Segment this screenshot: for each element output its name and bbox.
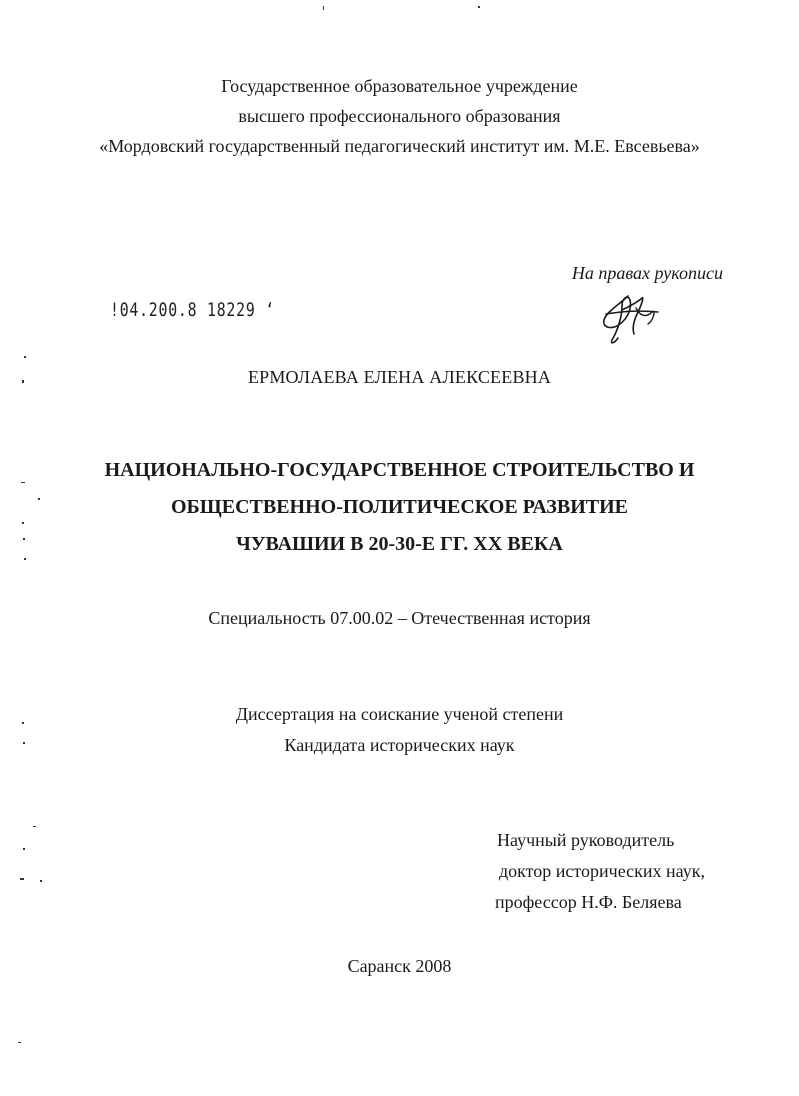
handwritten-signature	[598, 290, 664, 346]
title-line-1: НАЦИОНАЛЬНО-ГОСУДАРСТВЕННОЕ СТРОИТЕЛЬСТВО И	[104, 459, 695, 481]
scan-speck	[323, 6, 324, 10]
supervisor-line-3: профессор Н.Ф. Беляева	[495, 892, 682, 912]
library-stamp-code: !04.200.8 18229 ‘	[110, 299, 275, 321]
scan-speck	[23, 538, 25, 540]
scan-speck	[24, 356, 26, 358]
institution-line-2: высшего профессионального образования	[238, 106, 561, 126]
scan-speck	[33, 826, 36, 827]
city-and-year: Саранск 2008	[347, 956, 452, 976]
supervisor-line-2: доктор исторических наук,	[499, 861, 705, 881]
institution-line-1: Государственное образовательное учреждение	[221, 76, 578, 96]
manuscript-rights-note: На правах рукописи	[571, 263, 723, 283]
scan-speck	[40, 880, 42, 882]
degree-line-2: Кандидата исторических наук	[284, 735, 515, 755]
scan-speck	[22, 522, 24, 524]
scan-speck	[478, 6, 480, 8]
scan-speck	[38, 498, 40, 500]
scan-speck	[23, 848, 25, 850]
author-name: ЕРМОЛАЕВА ЕЛЕНА АЛЕКСЕЕВНА	[247, 367, 552, 387]
title-line-2: ОБЩЕСТВЕННО-ПОЛИТИЧЕСКОЕ РАЗВИТИЕ	[170, 496, 628, 518]
scan-speck	[20, 878, 24, 880]
scan-speck	[18, 1042, 21, 1043]
supervisor-line-1: Научный руководитель	[497, 830, 675, 850]
specialty: Специальность 07.00.02 – Отечественная история	[208, 608, 591, 628]
degree-line-1: Диссертация на соискание ученой степени	[235, 704, 564, 724]
scan-speck	[21, 482, 25, 483]
scan-speck	[24, 558, 26, 560]
institution-line-3: «Мордовский государственный педагогический институт им. М.Е. Евсевьева»	[99, 136, 700, 156]
scan-speck	[22, 380, 24, 383]
title-line-3: ЧУВАШИИ В 20-30-Е ГГ. XX ВЕКА	[236, 533, 563, 555]
scan-speck	[23, 742, 25, 744]
scan-speck	[22, 722, 24, 724]
